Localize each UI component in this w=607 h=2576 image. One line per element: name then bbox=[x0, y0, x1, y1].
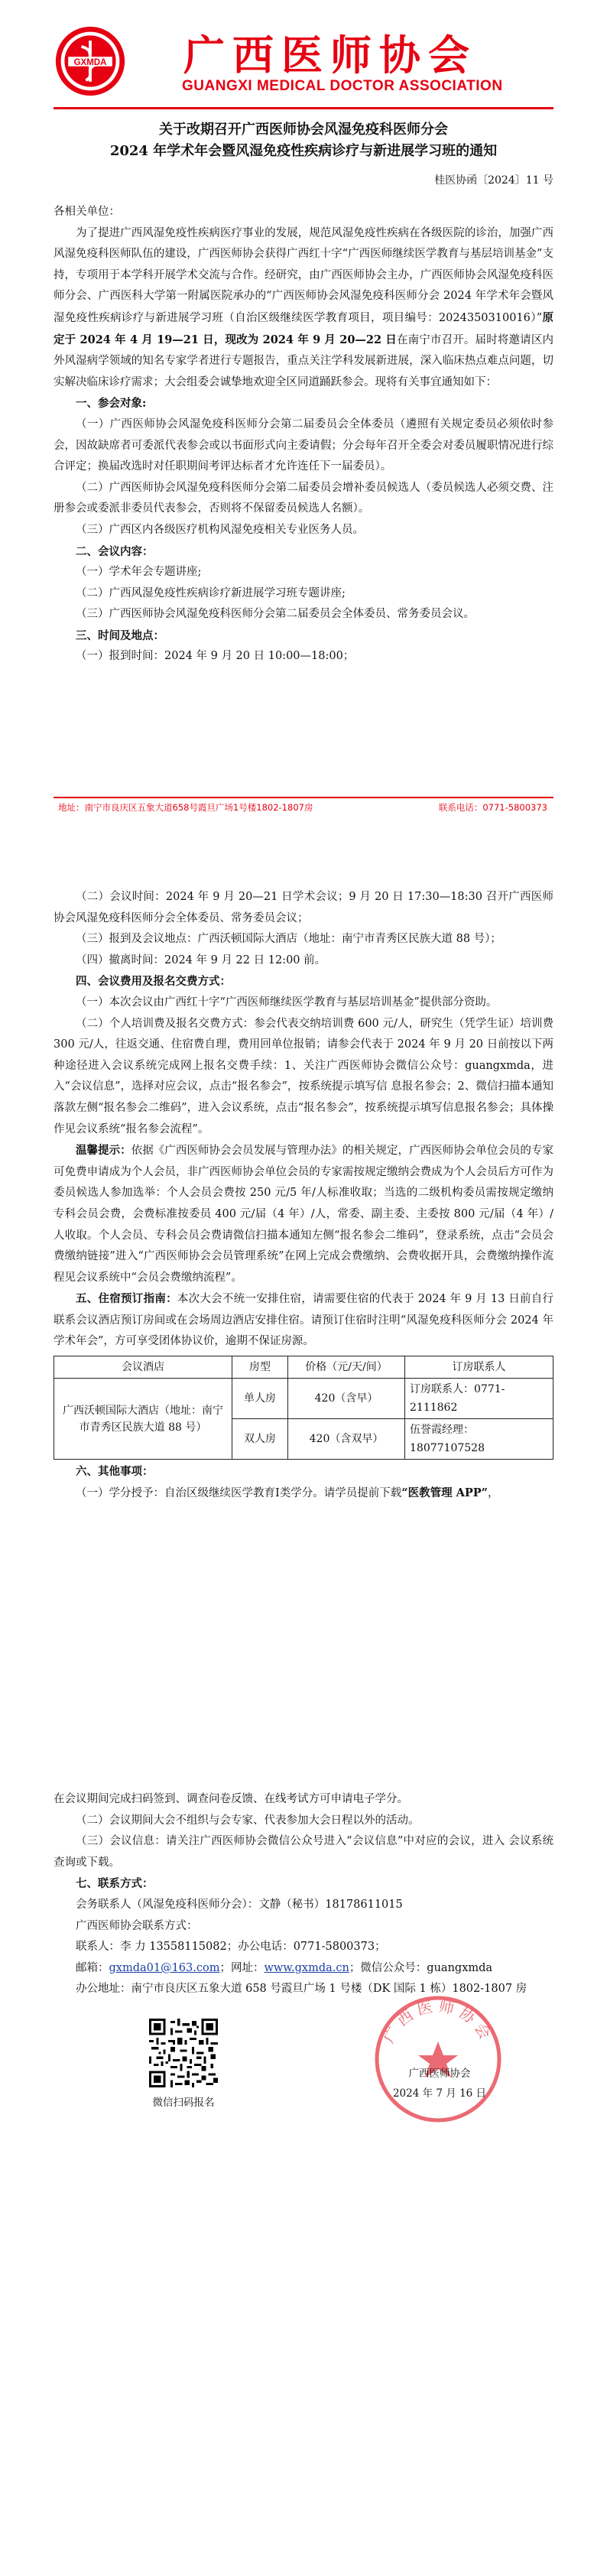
contact-cell: 订房联系人：0771-2111862 bbox=[405, 1379, 553, 1419]
app-name: “医教管理 APP” bbox=[401, 1486, 489, 1499]
section-1-item-1: （一）广西医师协会风湿免疫科医师分会第二届委员会全体委员（遴照有关规定委员必须依时参会，因故缺席者可委派代表参会或以书面形式向主委请假；分会每年召开全委会对委员履职情况进行综合评定；换届改选时对任职期间考评达标者才允许连任下一届委员）。 bbox=[54, 417, 553, 473]
table-row bbox=[54, 1379, 553, 1419]
page-3 bbox=[0, 1789, 607, 2576]
section-1-item-2: （二）广西医师协会风湿免疫科医师分会第二届委员会增补委员候选人（委员候选人必须交费、注册参会或委派非委员代表参会，否则将不保留委员候选人名额）。 bbox=[54, 481, 553, 515]
section-3-item-2: （二）会议时间：2024 年 9 月 20—21 日学术会议；9 月 20 日 17:30—18:30 召开广西医师协会风湿免疫科医师分会全体委员、常务委员会议； bbox=[54, 891, 553, 924]
seal-text: 广西医师协会 bbox=[379, 1996, 497, 2046]
org-name-en: GUANGXI MEDICAL DOCTOR ASSOCIATION bbox=[182, 78, 503, 94]
section-7-heading: 七、联系方式： bbox=[76, 1877, 154, 1891]
document-number: 桂医协函〔2024〕11 号 bbox=[434, 174, 553, 187]
body-page2 bbox=[54, 887, 553, 1504]
association-logo-icon bbox=[54, 24, 127, 98]
section-4-heading: 四、会议费用及报名交费方式： bbox=[76, 975, 231, 989]
signature-date: 2024 年 7 月 16 日 bbox=[392, 2087, 487, 2100]
section-4-item-2: （二）个人培训费及报名交费方式：参会代表交纳培训费 600 元/人，研究生（凭学生证）培训费 300 元/人，往返交通、住宿费自理，费用回单位报销；请参会代表于 2024 年 9 月 20 日前按以下两种途径进入会议系统完成网上报名交费手续：1、关注广西医师协会微信公众号：guangxmda，进入“会议信息”，选择对应会议，点击“报名参会”，按系统提示填写信 息报名参会；2、微信扫描本通知落款左侧“报名参会二维码”，进入会议系统，点击“报名参会”，按系统提示填写信息报名参会；具体操作见会议系统“报名参会流程”。 bbox=[54, 1017, 553, 1135]
table-header: 价格（元/天/间） bbox=[288, 1356, 405, 1379]
website-link[interactable]: www.gxmda.cn bbox=[264, 1961, 349, 1974]
contact-5: 办公地址：南宁市良庆区五象大道 658 号霞旦广场 1 号楼（DK 国际 1 栋）1802-1807 房 bbox=[76, 1983, 527, 1996]
hotel-name-cell: 广西沃顿国际大酒店（地址：南宁市青秀区民族大道 88 号） bbox=[54, 1379, 232, 1460]
contact-cell: 伍誉霞经理：18077107528 bbox=[405, 1419, 553, 1460]
section-5-text: 本次大会不统一安排住宿，请需要住宿的代表于 2024 年 9 月 13 日前自行联系会议酒店预订房间或在会场周边酒店安排住宿。请预订住宿时注明“风湿免疫科医师分会 2024 年学术年会”，方可享受团体协议价，逾期不保证房源。 bbox=[54, 1293, 554, 1348]
letterhead-footer bbox=[58, 801, 547, 814]
contact-1: 会务联系人（风湿免疫科医师分会）：文静（秘书）18178611015 bbox=[76, 1898, 403, 1911]
section-3-item-4: （四）撤离时间：2024 年 9 月 22 日 12:00 前。 bbox=[76, 953, 326, 966]
section-6-heading: 六、其他事项： bbox=[76, 1465, 154, 1479]
header-divider bbox=[54, 107, 553, 109]
wechat-label: ；微信公众号：guangxmda bbox=[349, 1961, 493, 1974]
website-label: ；网址： bbox=[219, 1961, 265, 1974]
table-header: 会议酒店 bbox=[54, 1356, 232, 1379]
section-2-item-2: （二）广西风湿免疫性疾病诊疗新进展学习班专题讲座; bbox=[76, 586, 346, 599]
s6-1-comma: ， bbox=[488, 1486, 499, 1499]
letterhead bbox=[54, 23, 553, 99]
table-header-row bbox=[54, 1356, 553, 1379]
intro-text-a: 为了提进广西风湿免疫性疾病医疗事业的发展，规范风湿免疫性疾病在各级医院的诊治，加强广西风湿免疫科医师队伍的建设，广西医师协会获得广西红十字“广西医师继续医学教育与基层培训基金”支持，专项用于本学科开展学术交流与合作。经研究，由广西医师协会主办，广西医师协会风湿免疫科医师分会、广西医科大学第一附属医院承办的“广西医师协会风湿免疫科医师分会 2024 年学术年会暨风湿免疫性疾病诊疗与新进展学习班（自治区级继续医学教育项目，项目编号：2024350310016）” bbox=[54, 226, 553, 324]
svg-text:广西医师协会 bbox=[379, 1996, 497, 2046]
official-seal-icon bbox=[373, 1994, 503, 2124]
section-6-item-3: （三）会议信息：请关注广西医师协会微信公众号进入“会议信息”中对应的会议，进入 会议系统查询或下载。 bbox=[54, 1835, 553, 1869]
section-3-heading: 三、时间及地点： bbox=[76, 629, 164, 642]
salutation: 各相关单位： bbox=[54, 206, 120, 218]
qr-caption: 微信扫码报名 bbox=[152, 2097, 215, 2109]
section-2-item-1: （一）学术年会专题讲座; bbox=[76, 566, 202, 579]
intro-date-change: 原定于 2024 年 4 月 19—21 日，现改为 2024 年 9 月 20—22 日 bbox=[54, 310, 554, 346]
footer-phone: 联系电话：0771-5800373 bbox=[438, 802, 547, 813]
tip-label: 温馨提示： bbox=[76, 1144, 131, 1158]
contact-3: 联系人：李 力 13558115082；办公电话：0771-5800373； bbox=[76, 1941, 386, 1954]
notice-title-line2: 2024 年学术年会暨风湿免疫性疾病诊疗与新进展学习班的通知 bbox=[109, 143, 498, 159]
table-header: 房型 bbox=[232, 1356, 288, 1379]
hotel-table bbox=[54, 1356, 553, 1460]
email-link[interactable]: gxmda01@163.com bbox=[109, 1961, 220, 1974]
section-4-tip bbox=[54, 1140, 553, 1288]
room-type-cell: 双人房 bbox=[232, 1419, 288, 1460]
section-6-item-1 bbox=[54, 1483, 553, 1505]
section-6-item-1-cont: 在会议期间完成扫码签到、调查问卷反馈、在线考试方可申请电子学分。 bbox=[54, 1793, 408, 1805]
price-cell: 420（含早） bbox=[288, 1379, 405, 1419]
registration-qr-code-icon[interactable] bbox=[149, 2019, 218, 2087]
room-type-cell: 单人房 bbox=[232, 1379, 288, 1419]
footer-divider bbox=[54, 797, 553, 798]
section-2-item-3: （三）广西医师协会风湿免疫科医师分会第二届委员会全体委员、常务委员会议。 bbox=[76, 608, 475, 621]
notice-title-line1: 关于改期召开广西医师协会风湿免疫科医师分会 bbox=[159, 122, 448, 138]
logo-text: GXMDA bbox=[73, 57, 107, 67]
footer-address: 地址：南宁市良庆区五象大道658号霞旦广场1号楼1802-1807房 bbox=[58, 802, 313, 813]
section-1-item-3: （三）广西区内各级医疗机构风湿免疫相关专业医务人员。 bbox=[76, 523, 364, 536]
section-3-item-1: （一）报到时间：2024 年 9 月 20 日 10:00—18:00； bbox=[76, 650, 355, 663]
contact-4 bbox=[54, 1958, 553, 1980]
section-3-item-3: （三）报到及会议地点：广西沃顿国际大酒店（地址：南宁市青秀区民族大道 88 号）； bbox=[76, 933, 502, 946]
page-1 bbox=[0, 0, 607, 826]
intro-paragraph bbox=[54, 223, 553, 394]
contact-2: 广西医师协会联系方式： bbox=[76, 1919, 198, 1932]
section-1-heading: 一、参会对象: bbox=[76, 397, 147, 411]
body-page3 bbox=[54, 1789, 553, 2000]
page-2 bbox=[0, 887, 607, 1774]
section-2-heading: 二、会议内容： bbox=[76, 544, 154, 558]
table-header: 订房联系人 bbox=[405, 1356, 553, 1379]
s6-1-text: （一）学分授予：自治区级继续医学教育Ⅰ类学分。请学员提前下载 bbox=[76, 1486, 402, 1499]
signature-org: 广西医师协会 bbox=[408, 2068, 471, 2080]
price-cell: 420（含双早） bbox=[288, 1419, 405, 1460]
tip-text: 依据《广西医师协会会员发展与管理办法》的相关规定，广西医师协会单位会员的专家可免费申请成为个人会员，非广西医师协会单位会员的专家需按规定缴纳会费成为个人会员后方可作为委员候选人参加选举：个人会员会费按 250 元/5 年/人标准收取；当选的二级机构委员需按规定缴纳专科会员会费，会费标准按委员 400 元/届（4 年）/人，常委、副主委、主委按 800 元/届（4 年）/人收取。个人会员、专科会员会费请微信扫描本通知左侧“报名参会二维码”，登录系统，点击“会员会费缴纳链接”进入“广西医师协会会员管理系统”在网上完成会费缴纳、会费收据开具，会费缴纳操作流程见会议系统中“会员会费缴纳流程”。 bbox=[54, 1145, 554, 1284]
section-5 bbox=[54, 1288, 553, 1353]
body-page1 bbox=[54, 202, 553, 668]
email-label: 邮箱： bbox=[76, 1961, 109, 1974]
section-5-heading: 五、住宿预订指南： bbox=[76, 1292, 177, 1306]
org-name-cn: 广西医师协会 bbox=[183, 31, 477, 80]
intro-text-b: 在南宁市召开。届时将邀请区内外风湿病学领域的知名专家学者进行专题报告，重点关注学科发展新进展，深入临床热点难点问题，切实解决临床诊疗需求；大会组委会诚挚地欢迎全区同道踊跃参会。现将有关事宜通知如下： bbox=[54, 333, 553, 388]
section-6-item-2: （二）会议期间大会不组织与会专家、代表参加大会日程以外的活动。 bbox=[76, 1814, 420, 1827]
section-4-item-1: （一）本次会议由广西红十字“广西医师继续医学教育与基层培训基金”提供部分资助。 bbox=[76, 996, 498, 1009]
